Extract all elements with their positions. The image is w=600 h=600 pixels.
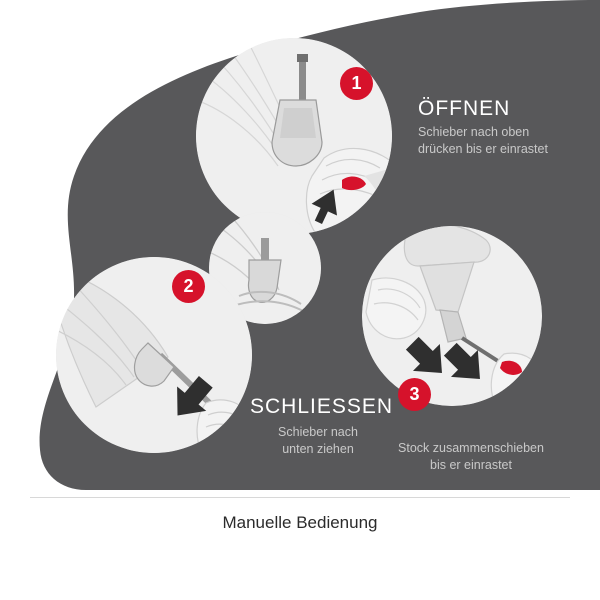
- step-description-2: [253, 424, 383, 458]
- step-description-1: [418, 124, 578, 158]
- step-badge-2: 2: [172, 270, 205, 303]
- bubble-step-3: [362, 226, 542, 406]
- footer-divider: [30, 497, 570, 498]
- step-description-3-line-1: Stock zusammenschieben: [398, 441, 544, 455]
- step-badge-3: 3: [398, 378, 431, 411]
- step-description-3: [396, 440, 546, 474]
- step-description-1-line-2: drücken bis er einrastet: [418, 142, 548, 156]
- diagram-caption: Manuelle Bedienung: [222, 513, 378, 532]
- step-description-3-line-2: bis er einrastet: [430, 458, 512, 472]
- step-title-2: SCHLIESSEN: [250, 395, 394, 418]
- step-description-1-line-1: Schieber nach oben: [418, 125, 530, 139]
- step-badge-1: 1: [340, 67, 373, 100]
- bubble-step-2: [56, 257, 252, 453]
- step-description-2-line-1: Schieber nach: [278, 425, 358, 439]
- step-title-1: ÖFFNEN: [418, 97, 511, 120]
- step-description-2-line-2: unten ziehen: [282, 442, 354, 456]
